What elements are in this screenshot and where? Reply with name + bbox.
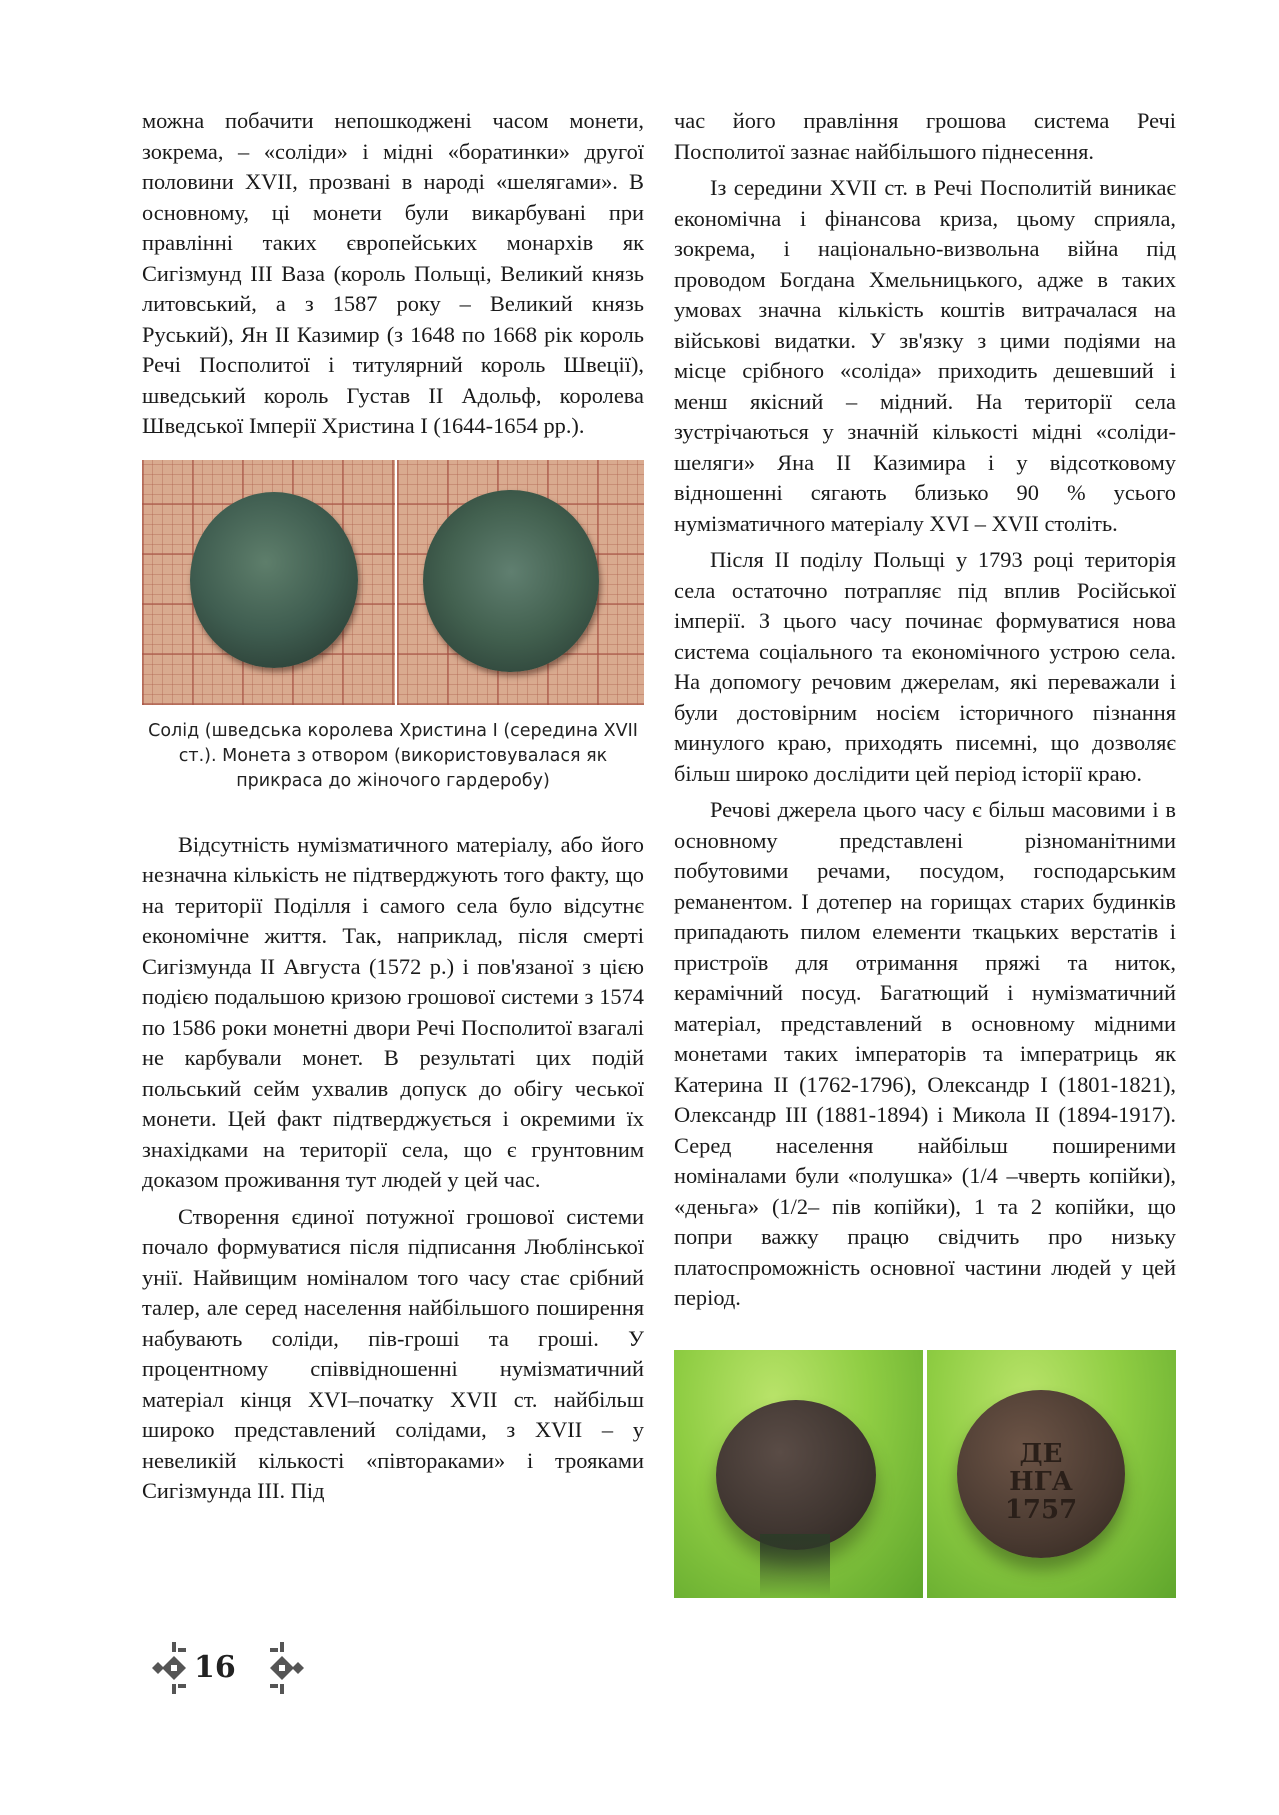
page-number: 16 — [194, 1650, 236, 1685]
photo-caption: Солід (шведська королева Христина I (середина XVII ст.). Монета з отвором (використовувалася як прикраса до жіночого гардеробу) — [148, 720, 638, 791]
right-column — [674, 106, 1176, 1598]
left-column — [142, 106, 644, 1507]
paragraph: Створення єдиної потужної грошової системи почало формуватися після підписання Люблінської унії. Найвищим номіналом того часу стає срібний талер, але серед населення найбільшого поширення набувають соліди, пів-гроші та гроші. У процентному співвідношенні нумізматичний матеріал кінця XVI–початку XVII ст. найбільш широко представлений солідами, з XVII – у невеликій кількості «півтораками» і трояками Сигізмунда III. Під — [142, 1203, 644, 1503]
coin-photo-row — [142, 460, 644, 705]
paragraph: Після II поділу Польщі у 1793 році територія села остаточно потрапляє під вплив Російської імперії. З цього часу починає формуватися нова система соціального та економічного устрою села. На допомогу речовим джерелам, які переважали і були достовірним носієм історичного пізнання минулого краю, приходять писемні, що дозволяє більш широко дослідити цей період історії краю. — [674, 547, 1176, 786]
coin-photo-reverse — [397, 460, 644, 705]
coin-inscription: ДЕ НГА 1757 — [1004, 1438, 1078, 1525]
paragraph: Відсутність нумізматичного матеріалу, або його незначна кількість не підтверджують того факту, що на території Поділля і самого села було відсутнє економічне життя. Так, наприклад, після смерті Сигізмунда II Августа (1572 р.) і пов'язаної з цією подією подальшою кризою грошової системи з 1574 по 1586 роки монетні двори Речі Посполитої взагалі не карбували монет. В результаті цих подій польський сейм ухвалив допуск до обігу чеської монети. Цей факт підтверджується і окремими їх знахідками на території села, що є грунтовним доказом проживання тут людей у цей час. — [142, 831, 644, 1192]
coin-stand — [760, 1534, 830, 1598]
coin-photo-row — [674, 1350, 1176, 1598]
coin-reverse — [957, 1390, 1125, 1558]
page-footer — [148, 1636, 308, 1700]
paragraph: можна побачити непошкоджені часом монети, зокрема, – «соліди» і мідні «боратинки» другої половини XVII, прозвані в народі «шелягами». В основному, ці монети були викарбувані при правлінні таких європейських монархів як Сигізмунд III Ваза (король Польщі, Великий князь литовський, а з 1587 року – Великий князь Руський), Ян II Казимир (з 1648 по 1668 рік король Речі Посполитої і титулярний король Швеції), шведський король Густав II Адольф, королева Шведської Імперії Христина I (1644-1654 рр.). — [142, 108, 644, 438]
denga-photo-obverse — [674, 1350, 923, 1598]
paragraph: Із середини XVII ст. в Речі Посполитій виникає економічна і фінансова криза, цьому сприяла, зокрема, і національно-визвольна війна під проводом Богдана Хмельницького, адже в таких умовах значна кількість коштів витрачалася на військові видатки. У зв'язку з цими подіями на місце срібного «соліда» приходить дешевший і менш якісний – мідний. На території села зустрічаються у значній кількості мідні «соліди-шеляги» Яна II Казимира і у відсотковому відношенні сягають близько 90 % усього нумізматичного матеріалу XVI – XVII століть. — [674, 175, 1176, 536]
coin-photo-obverse — [142, 460, 395, 705]
paragraph: час його правління грошова система Речі Посполитої зазнає найбільшого піднесення. — [674, 108, 1176, 164]
denga-photo-reverse — [927, 1350, 1176, 1598]
paragraph: Речові джерела цього часу є більш масовими і в основному представлені різноманітними побутовими речами, посудом, господарським реманентом. І дотепер на горищах старих будинків припадають пилом елементи ткацьких верстатів і пристроїв для отримання пряжі та ниток, керамічний посуд. Багатющий і нумізматичний матеріал, представлений в основному мідними монетами таких імператорів та імператриць як Катерина II (1762-1796), Олександр I (1801-1821), Олександр III (1881-1894) і Микола II (1894-1917). Серед населення найбільш поширеними номіналами були «полушка» (1/4 –чверть копійки), «деньга» (1/2– пів копійки), 1 та 2 копійки, що попри важку працю свідчить про низьку платоспроможність основної частини людей у цей період. — [674, 797, 1176, 1310]
